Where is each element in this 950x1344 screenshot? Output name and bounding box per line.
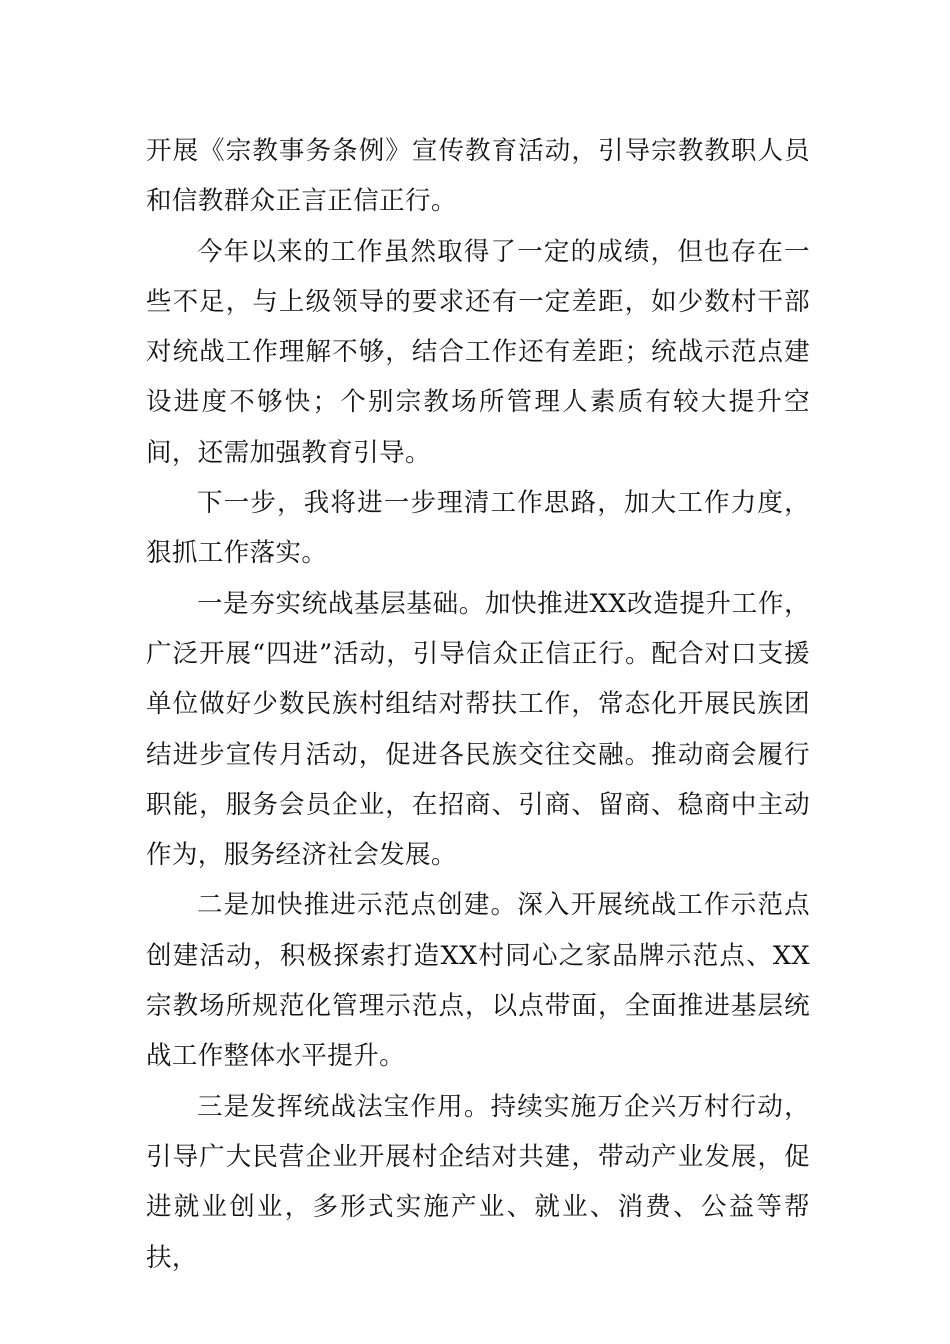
paragraph-point-two: 二是加快推进示范点创建。深入开展统战工作示范点创建活动，积极探索打造XX村同心之家品牌示范点、XX宗教场所规范化管理示范点，以点带面，全面推进基层统战工作整体水平提升。 — [146, 890, 810, 1072]
document-body — [146, 126, 810, 1283]
paragraph-point-one: 一是夯实统战基层基础。加快推进XX改造提升工作，广泛开展“四进”活动，引导信众正信正行。配合对口支援单位做好少数民族村组结对帮扶工作，常态化开展民族团结进步宣传月活动，促进各民族交往交融。推动商会履行职能，服务会员企业，在招商、引商、留商、稳商中主动作为，服务经济社会发展。 — [146, 588, 810, 871]
paragraph-shortcomings: 今年以来的工作虽然取得了一定的成绩，但也存在一些不足，与上级领导的要求还有一定差距，如少数村干部对统战工作理解不够，结合工作还有差距；统战示范点建设进度不够快；个别宗教场所管理人素质有较大提升空间，还需加强教育引导。 — [146, 236, 810, 468]
paragraph-point-three: 三是发挥统战法宝作用。持续实施万企兴万村行动，引导广大民营企业开展村企结对共建，带动产业发展，促进就业创业，多形式实施产业、就业、消费、公益等帮扶， — [146, 1091, 810, 1273]
paragraph-religious-affairs-regulation: 开展《宗教事务条例》宣传教育活动，引导宗教教职人员和信教群众正言正信正行。 — [146, 136, 810, 217]
paragraph-next-steps: 下一步，我将进一步理清工作思路，加大工作力度，狠抓工作落实。 — [146, 488, 810, 569]
